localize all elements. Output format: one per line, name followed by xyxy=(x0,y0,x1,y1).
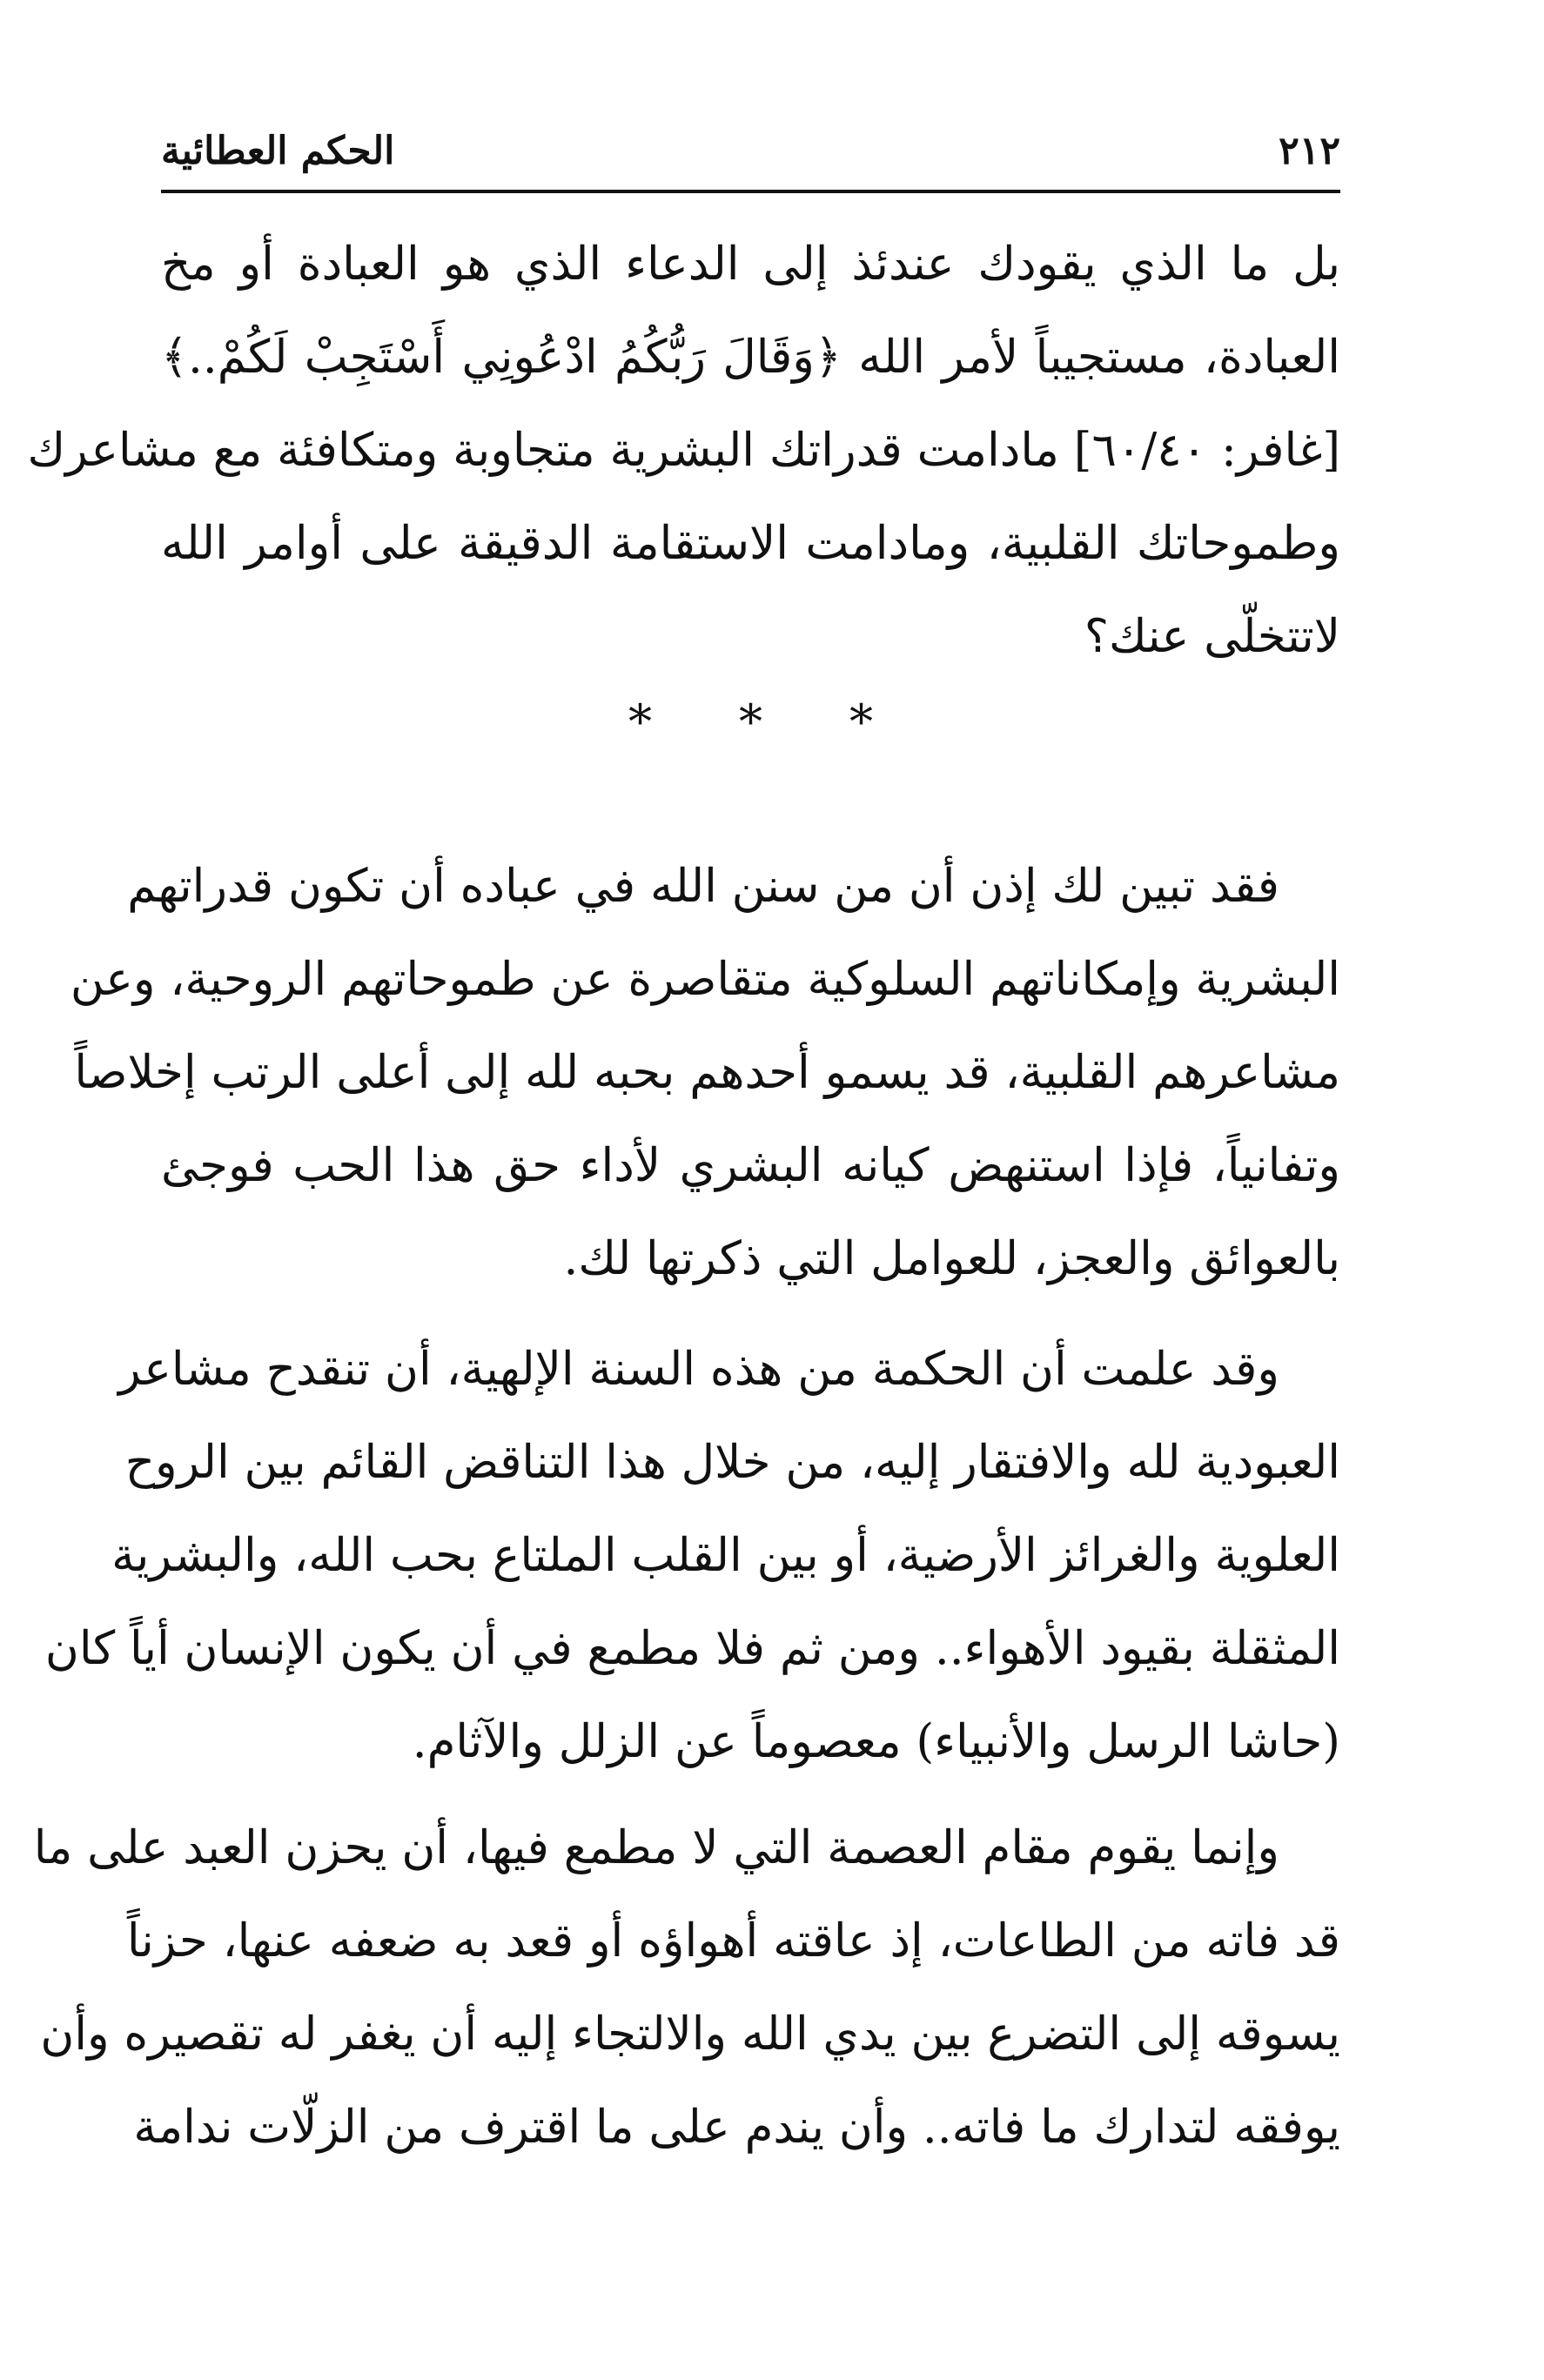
section-separator xyxy=(161,687,1340,757)
page-number: ٢١٢ xyxy=(1279,129,1340,173)
text-line: فقد تبين لك إذن أن من سنن الله في عباده أن تكون قدراتهم xyxy=(127,860,1279,913)
text-line: بل ما الذي يقودك عندئذ إلى الدعاء الذي هو العبادة أو مخ xyxy=(161,238,1340,291)
paragraph-1 xyxy=(27,218,1340,683)
text-line: وإنما يقوم مقام العصمة التي لا مطمع فيها، أن يحزن العبد على ما xyxy=(33,1821,1279,1874)
text-line: (حاشا الرسل والأنبياء) معصوماً عن الزلل والآثام. xyxy=(412,1715,1340,1768)
text-line: مشاعرهم القلبية، قد يسمو أحدهم بحبه لله إلى أعلى الرتب إخلاصاً xyxy=(74,1046,1340,1099)
text-line: [غافر: ٦٠/٤٠] مادامت قدراتك البشرية متجاوبة ومتكافئة مع مشاعرك xyxy=(27,424,1340,477)
separator-star: * xyxy=(849,694,873,749)
text-line: قد فاته من الطاعات، إذ عاقته أهواؤه أو قعد به ضعفه عنها، حزناً xyxy=(126,1914,1340,1968)
paragraph-2 xyxy=(70,840,1340,1305)
paragraph-4 xyxy=(33,1801,1340,2174)
text-line: العبادة، مستجيباً لأمر الله ﴿وَقَالَ رَبُّكُمُ ادْعُونِي أَسْتَجِبْ لَكُمْ..﴾ xyxy=(161,331,1340,384)
text-line: لاتتخلّى عنك؟ xyxy=(1084,610,1340,663)
page-header xyxy=(161,122,1340,191)
text-line: وتفانياً، فإذا استنهض كيانه البشري لأداء حق هذا الحب فوجئ xyxy=(161,1139,1340,1192)
running-title: الحكم العطائية xyxy=(161,129,395,173)
text-line: يوفقه لتدارك ما فاته.. وأن يندم على ما اقترف من الزلّات ندامة xyxy=(133,2101,1340,2154)
separator-star: * xyxy=(739,694,762,749)
header-rule xyxy=(161,190,1340,193)
text-line: وطموحاتك القلبية، ومادامت الاستقامة الدقيقة على أوامر الله xyxy=(161,517,1340,570)
text-line: البشرية وإمكاناتهم السلوكية متقاصرة عن طموحاتهم الروحية، وعن xyxy=(70,953,1340,1006)
text-line: العلوية والغرائز الأرضية، أو بين القلب الملتاع بحب الله، والبشرية xyxy=(111,1529,1340,1582)
text-line: المثقلة بقيود الأهواء.. ومن ثم فلا مطمع في أن يكون الإنسان أياً كان xyxy=(44,1622,1340,1675)
text-line: العبودية لله والافتقار إليه، من خلال هذا التناقض القائم بين الروح xyxy=(124,1436,1340,1489)
text-line: يسوقه إلى التضرع بين يدي الله والالتجاء إليه أن يغفر له تقصيره وأن xyxy=(40,2008,1340,2061)
separator-star: * xyxy=(628,694,652,749)
text-line: وقد علمت أن الحكمة من هذه السنة الإلهية، أن تنقدح مشاعر xyxy=(118,1343,1279,1396)
paragraph-3 xyxy=(44,1323,1340,1788)
text-line: بالعوائق والعجز، للعوامل التي ذكرتها لك. xyxy=(563,1232,1340,1285)
